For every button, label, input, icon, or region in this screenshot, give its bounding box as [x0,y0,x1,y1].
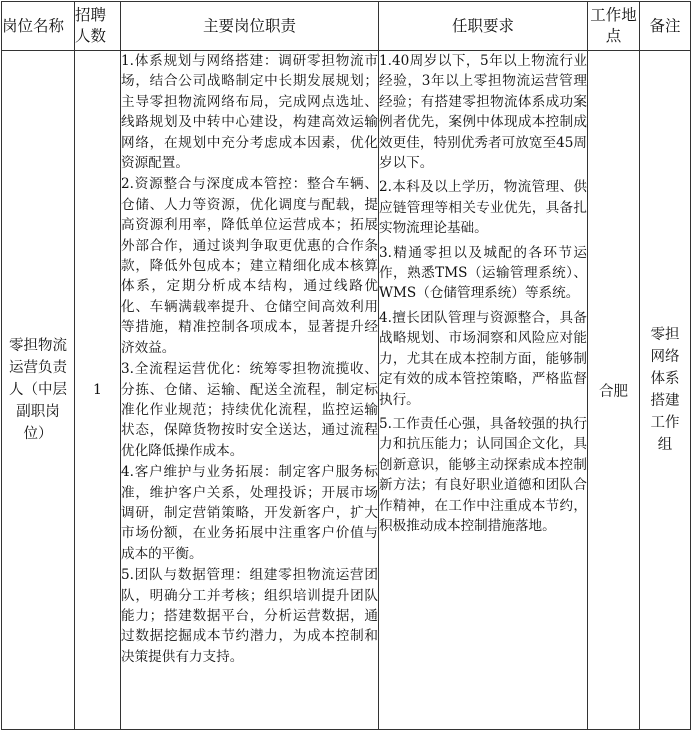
duty-item: 1.体系规划与网络搭建：调研零担物流市场，结合公司战略制定中长期发展规划；主导零担物流网络布局，完成网点选址、线路规划及中转中心建设，构建高效运输网络，在规划中充分考虑成本因素，优化资源配置。 [121,53,378,172]
job-posting-table [1,1,691,730]
cell-position [2,51,75,730]
header-row [2,2,691,51]
table-row [2,51,691,730]
cell-requirements [379,51,588,730]
duty-item: 5.团队与数据管理：组建零担物流运营团队，明确分工并考核；组织培训提升团队能力；搭建数据平台，分析运营数据，通过数据挖掘成本节约潜力，为成本控制和决策提供有力支持。 [121,567,378,665]
header-duties: 主要岗位职责 [121,2,379,51]
header-position: 岗位名称 [2,2,75,51]
header-headcount: 招聘人数 [75,2,121,51]
duty-item: 4.客户维护与业务拓展：制定客户服务标准，维护客户关系，处理投诉；开展市场调研，制定营销策略，开发新客户，扩大市场份额，在业务拓展中注重客户价值与成本的平衡。 [121,464,378,562]
header-location: 工作地点 [588,2,640,51]
position-text: 零担物流运营负责人（中层副职岗位） [9,338,67,442]
cell-duties [121,51,379,730]
requirement-item: 5.工作责任心强，具备较强的执行力和抗压能力；认同国企文化，具创新意识，能够主动探索成本控制新方法；有良好职业道德和团队合作精神，在工作中注重成本节约，积极推动成本控制措施落地。 [379,415,587,534]
duty-item: 3.全流程运营优化：统筹零担物流揽收、分拣、仓储、运输、配送全流程，制定标准化作业规范；持续优化流程，监控运输状态，保障货物按时安全送达，通过流程优化降低操作成本。 [121,361,378,459]
duty-item: 2.资源整合与深度成本管控：整合车辆、仓储、人力等资源，优化调度与配载，提高资源利用率，降低单位运营成本；拓展外部合作，通过谈判争取更优惠的合作条款，降低外包成本；建立精细化成本核算体系，定期分析成本结构，通过线路优化、车辆满载率提升、仓储空间高效利用等措施，精准控制各项成本，显著提升经济效益。 [121,176,378,356]
header-remarks: 备注 [640,2,691,51]
requirement-item: 3.精通零担以及城配的各环节运作，熟悉TMS（运输管理系统）、WMS（仓储管理系统）等系统。 [379,244,587,302]
header-requirements: 任职要求 [379,2,588,51]
requirement-item: 2.本科及以上学历，物流管理、供应链管理等相关专业优先，具备扎实物流理论基础。 [379,179,587,237]
cell-headcount: 1 [75,51,121,730]
remarks-text: 零担网络体系搭建工作组 [650,327,680,453]
cell-location: 合肥 [588,51,640,730]
requirement-item: 1.40周岁以下，5年以上物流行业经验，3年以上零担物流运营管理经验；有搭建零担物流体系成功案例者优先，案例中体现成本控制成效更佳，特别优秀者可放宽至45周岁以下。 [379,53,587,172]
requirement-item: 4.擅长团队管理与资源整合，具备战略规划、市场洞察和风险应对能力，尤其在成本控制方面，能够制定有效的成本管控策略，严格监督执行。 [379,309,587,408]
cell-remarks [640,51,691,730]
